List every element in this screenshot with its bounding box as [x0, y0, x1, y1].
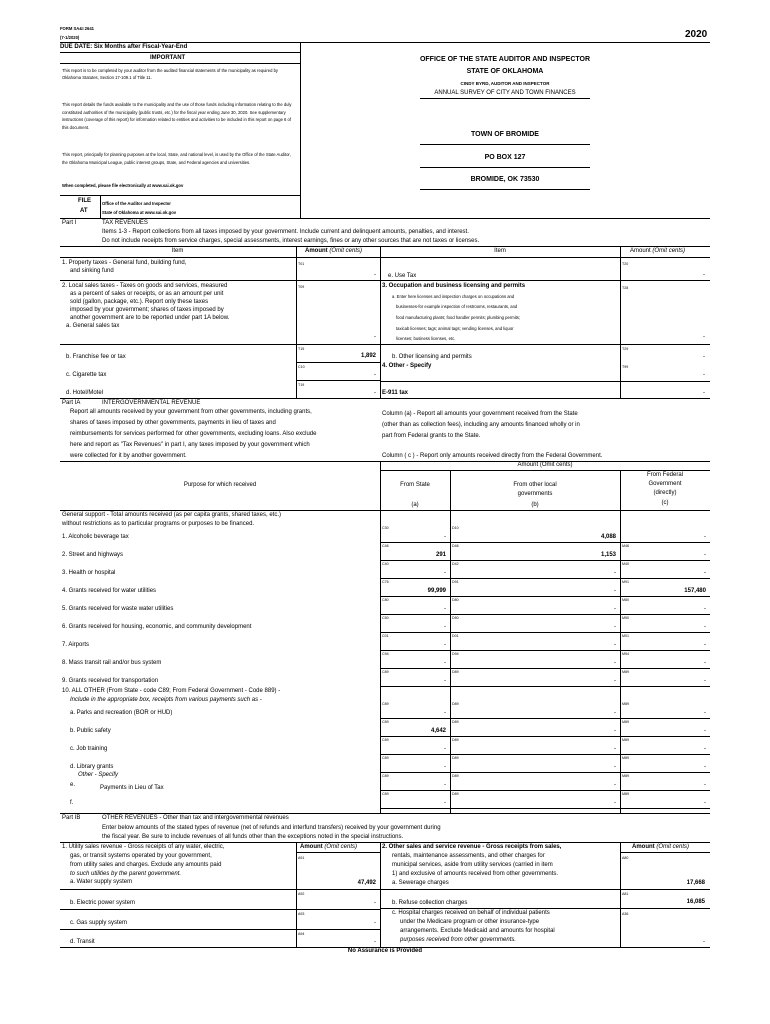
col-c-header-2: Government: [648, 481, 682, 487]
ia-row-code-a: C46: [382, 544, 389, 548]
ia-subrow-code-c: M89: [622, 720, 629, 724]
general-sales-tax-label: a. General sales tax: [66, 323, 120, 329]
col-a-letter: (a): [411, 502, 419, 508]
purpose-header: Purpose for which received: [183, 482, 257, 488]
part-ib-label: Part IB: [62, 815, 81, 821]
gas-supply-amount[interactable]: -: [374, 920, 376, 926]
ia-row-from-federal[interactable]: -: [704, 642, 706, 648]
sewerage-amount[interactable]: 17,668: [686, 880, 705, 886]
item-header-right: Item: [494, 248, 506, 254]
occupation-licensing-label: 3. Occupation and business licensing and permits: [382, 283, 526, 289]
ia-subrow-code-a: C89: [382, 702, 389, 706]
po-box: PO BOX 127: [484, 154, 526, 161]
local-sales-taxes-desc-4: another government are to be reported under part 1A below.: [70, 315, 230, 321]
general-sales-tax-amount[interactable]: -: [374, 334, 376, 340]
file-address-1: Office of the Auditor and Inspector: [102, 201, 171, 206]
cigarette-tax-amount[interactable]: -: [374, 372, 376, 378]
ia-subrow-from-local[interactable]: -: [614, 710, 616, 716]
part-ia-left-3: reimbursements for services performed for other governments, excluding loans. Also exclude: [70, 431, 317, 437]
ia-row-from-state[interactable]: -: [444, 642, 446, 648]
ia-row-code-b: D10: [452, 526, 459, 530]
ia-subrow-code-c: M89: [622, 756, 629, 760]
ia-row-from-federal[interactable]: -: [704, 624, 706, 630]
other-sales-desc-1: rentals, maintenance assessments, and other charges for: [392, 853, 545, 859]
col-b-letter: (b): [531, 502, 539, 508]
ia-subrow-label: d. Library grants: [70, 764, 114, 770]
ia-row-label: 6. Grants received for housing, economic, and community development: [62, 624, 252, 630]
code-a36: A36: [622, 912, 629, 916]
part-ia-left-1: Report all amounts received by your government from other governments, including grants,: [70, 409, 312, 415]
at-label: AT: [80, 208, 88, 214]
ia-row-code-b: D50: [452, 616, 459, 620]
ia-row-label: 1. Alcoholic beverage tax: [62, 534, 129, 540]
local-sales-taxes-label: 2. Local sales taxes - Taxes on goods and services, measured: [62, 283, 228, 289]
form-year: 2020: [685, 29, 708, 40]
form-number: FORM SA&I 2641: [60, 26, 94, 31]
ib-amount-header-left: Amount (Omit cents): [300, 844, 358, 850]
ia-subrow-from-local[interactable]: -: [614, 728, 616, 734]
state-title: STATE OF OKLAHOMA: [466, 68, 544, 75]
e911-tax-amount[interactable]: -: [703, 390, 705, 396]
refuse-collection-amount[interactable]: 16,085: [686, 899, 705, 905]
ia-subrow-from-state[interactable]: -: [444, 746, 446, 752]
water-supply-amount[interactable]: 47,492: [357, 880, 376, 886]
ia-subrow-from-federal[interactable]: -: [704, 800, 706, 806]
other-specify-ia: Other - Specify: [78, 772, 119, 778]
ia-subrow-from-federal[interactable]: -: [704, 746, 706, 752]
code-t01: T01: [298, 262, 305, 266]
electric-power-label: b. Electric power system: [70, 900, 136, 906]
col-c-header-3: (directly): [653, 490, 677, 496]
ia-subrow-label: c. Job training: [70, 746, 108, 752]
utility-sales-desc-2: from utility sales and charges. Exclude any amounts paid: [70, 862, 222, 868]
transit-label: d. Transit: [70, 939, 95, 945]
code-t99: T99: [622, 365, 629, 369]
ia-row-code-c: M40: [622, 562, 629, 566]
office-title: OFFICE OF THE STATE AUDITOR AND INSPECTOR: [419, 56, 591, 63]
code-a92: A92: [298, 892, 305, 896]
ia-subrow-code-a: C89: [382, 774, 389, 778]
other-licensing-amount[interactable]: -: [703, 354, 705, 360]
part-ia-right-3: part from Federal grants to the State.: [382, 433, 481, 439]
ia-row-code-b: D94: [452, 652, 459, 656]
hospital-charges-desc-3: purposes received from other governments.: [400, 937, 517, 943]
ia-subrow-code-a: C89: [382, 756, 389, 760]
franchise-fee-amount[interactable]: 1,892: [360, 353, 376, 359]
occupation-licensing-desc-4: taxicab licenses; tags; animal tags; vending licenses, and liquor: [396, 326, 514, 331]
ia-subrow-code-c: M89: [622, 702, 629, 706]
ia-subrow-code-b: D89: [452, 738, 459, 742]
ia-row-from-federal[interactable]: -: [704, 552, 706, 558]
ia-subrow-from-state[interactable]: 4,642: [430, 728, 446, 734]
town-name: TOWN OF BROMIDE: [471, 131, 539, 138]
other-licensing-label: b. Other licensing and permits: [392, 354, 472, 360]
part-i-label: Part I: [62, 220, 77, 226]
ia-row-from-local[interactable]: -: [614, 570, 616, 576]
ia-row-label: 7. Airports: [62, 642, 90, 648]
ia-row-from-state[interactable]: 291: [435, 552, 446, 558]
ia-row-code-b: D01: [452, 634, 459, 638]
col-a-header: From State: [400, 482, 430, 488]
ia-subrow-code-c: M89: [622, 774, 629, 778]
form-revision: (7-1/2020): [60, 35, 80, 40]
ia-row-code-a: C30: [382, 526, 389, 530]
ia-row-code-b: D91: [452, 580, 459, 584]
ia-subrow-from-state[interactable]: -: [444, 782, 446, 788]
occupation-licensing-desc-3: food manufacturing plants; food handler permits; plumbing permits;: [396, 315, 521, 320]
code-a80: A80: [622, 856, 629, 860]
sewerage-label: a. Sewerage charges: [392, 880, 449, 886]
intro-paragraph-2: This report details the funds available to the municipality and the use of those funds including information relating to the duly constituted authorities of the municipality (public trusts, etc.) for the fiscal year ending June 30, 2020. See supplementary instructions (coverage of this report) for information related to entities and activities to be included in this report on page 6 of this document.: [62, 102, 292, 130]
electric-power-amount[interactable]: -: [374, 900, 376, 906]
ia-row-from-local[interactable]: 1,153: [600, 552, 616, 558]
part-ia-amount-header: Amount (Omit cents): [517, 462, 573, 468]
ia-row-from-state[interactable]: 99,999: [427, 588, 446, 594]
other-specify-amount[interactable]: -: [703, 372, 705, 378]
code-a91: A91: [298, 856, 305, 860]
local-sales-taxes-desc-2: sold (gallon, package, etc.). Report only these taxes: [70, 299, 209, 305]
transit-amount[interactable]: -: [374, 939, 376, 945]
hotel-motel-label: d. Hotel/Motel: [66, 390, 104, 396]
use-tax-amount[interactable]: -: [703, 272, 705, 278]
ia-row-from-federal[interactable]: -: [704, 570, 706, 576]
water-supply-label: a. Water supply system: [70, 879, 133, 885]
ia-subrow-code-c: M89: [622, 792, 629, 796]
part-ia-right-1: Column (a) - Report all amounts your government received from the State: [382, 411, 578, 417]
ia-row-from-state[interactable]: -: [444, 660, 446, 666]
ia-row-code-c: M01: [622, 634, 629, 638]
ia-row-code-c: M80: [622, 598, 629, 602]
part-ia-left-5: were collected for it by another government.: [70, 453, 187, 459]
ia-row-from-state[interactable]: -: [444, 606, 446, 612]
local-sales-taxes-desc-1: as a percent of sales or receipts, or as an amount per unit: [70, 291, 224, 297]
ia-subrow-from-federal[interactable]: -: [704, 764, 706, 770]
ia-subrow-code-a: C89: [382, 792, 389, 796]
other-sales-label: 2. Other sales and service revenue - Gross receipts from sales,: [382, 844, 562, 850]
occupation-licensing-amount[interactable]: -: [703, 334, 705, 340]
other-sales-desc-2: municipal services, aside from utility services (carried in item: [392, 862, 553, 868]
ia-subrow-code-a: C89: [382, 720, 389, 724]
general-support-2: without restrictions as to particular programs or purposes to be financed.: [62, 521, 255, 527]
ia-row-label: 4. Grants received for water utilities: [62, 588, 157, 594]
ia-row-code-b: D46: [452, 544, 459, 548]
use-tax-label: e. Use Tax: [388, 273, 417, 279]
item-header: Item: [171, 248, 184, 254]
utility-sales-label: 1. Utility sales revenue - Gross receipts of any water, electric,: [62, 844, 225, 850]
ib-amount-header-right: Amount (Omit cents): [632, 844, 690, 850]
ia-row-from-state[interactable]: -: [444, 624, 446, 630]
ia-row-code-a: C01: [382, 634, 389, 638]
ia-subrow-from-state[interactable]: -: [444, 710, 446, 716]
property-taxes-label: 1. Property taxes - General fund, building fund,: [62, 260, 187, 266]
important-heading: IMPORTANT: [150, 55, 186, 61]
ia-row-from-local[interactable]: -: [614, 660, 616, 666]
ia-row-code-c: M50: [622, 616, 629, 620]
all-other-label: 10. ALL OTHER (From State - code C89; From Federal Government - Code 889) -: [62, 688, 281, 694]
ia-subrow-from-local[interactable]: -: [614, 782, 616, 788]
col-b-header-2: governments: [517, 491, 553, 497]
intro-paragraph-3: This report, principally for planning purposes at the local, State, and national level, is used by the Office of the State Auditor, the Oklahoma Municipal League, public interest groups, State, and Federal agencies and universities.: [62, 152, 291, 165]
e911-tax-label: E-911 tax: [382, 390, 409, 396]
ia-row-code-b: D42: [452, 562, 459, 566]
ia-row-label: 9. Grants received for transportation: [62, 678, 159, 684]
ia-row-from-federal[interactable]: 157,480: [684, 588, 706, 594]
col-c-header: From Federal: [646, 472, 683, 478]
due-date: DUE DATE: Six Months after Fiscal-Year-End: [60, 44, 188, 50]
code-t19: T19: [298, 383, 305, 387]
ia-row-label: 5. Grants received for waste water utilities: [62, 606, 174, 612]
code-c10: C10: [298, 365, 305, 369]
ia-row-from-local[interactable]: -: [614, 624, 616, 630]
code-a94: A94: [298, 932, 305, 936]
property-taxes-label-2: and sinking fund: [70, 268, 114, 274]
hotel-motel-amount[interactable]: -: [374, 390, 376, 396]
code-a81: A81: [622, 892, 629, 896]
hospital-charges-desc-1: under the Medicare program or other insurance-type: [400, 919, 540, 925]
amount-header-right: Amount (Omit cents): [630, 248, 686, 254]
ia-row-label: 2. Street and highways: [62, 552, 124, 558]
ia-row-from-local[interactable]: 4,088: [600, 534, 616, 540]
ia-subrow-label: b. Public safety: [70, 728, 111, 734]
ia-row-from-local[interactable]: -: [614, 678, 616, 684]
ia-subrow-code-b: D89: [452, 774, 459, 778]
ia-subrow-label: a. Parks and recreation (BOR or HUD): [70, 710, 173, 716]
ia-row-from-federal[interactable]: -: [704, 678, 706, 684]
part-ia-left-4: here and report as "Tax Revenues" in part I, any taxes imposed by your government which: [70, 442, 310, 448]
property-taxes-amount[interactable]: -: [374, 272, 376, 278]
part-ib-instruction-2: the fiscal year. Be sure to include revenues of all funds other than the exceptions noted in the special instructions.: [102, 834, 404, 840]
ia-subrow-code-c: M89: [622, 738, 629, 742]
part-ib-instruction-1: Enter below amounts of the stated types of revenue (net of refunds and interfund transfers) received by your government during: [102, 825, 441, 831]
all-other-desc: Include in the appropriate box, receipts from various payments such as -: [70, 697, 262, 703]
ia-row-from-federal[interactable]: -: [704, 660, 706, 666]
ia-row-label: 3. Health or hospital: [62, 570, 116, 576]
cigarette-tax-label: c. Cigarette tax: [66, 372, 107, 378]
utility-sales-desc-3: to such utilities by the parent government.: [70, 871, 182, 877]
ia-row-code-c: M91: [622, 580, 629, 584]
other-specify-label: 4. Other - Specify: [382, 363, 432, 369]
ia-row-code-c: M46: [622, 544, 629, 548]
code-t09: T09: [298, 285, 305, 289]
file-address-2: State of Oklahoma at www.sai.ok.gov: [102, 210, 177, 215]
local-sales-taxes-desc-3: imposed by your government; shares of taxes imposed by: [70, 307, 224, 313]
part-i-instruction-1: Items 1-3 - Report collections from all taxes imposed by your government. Include current and delinquent amounts, penalties, and interest.: [102, 229, 469, 235]
ia-subrow-code-b: D89: [452, 702, 459, 706]
ia-row-code-a: C76: [382, 580, 389, 584]
code-t15: T15: [298, 347, 305, 351]
ia-row-from-state[interactable]: -: [444, 534, 446, 540]
hospital-charges-label: c. Hospital charges received on behalf of individual patients: [392, 910, 550, 916]
ia-row-from-local[interactable]: -: [614, 606, 616, 612]
part-ib-title: OTHER REVENUES - Other than tax and intergovernmental revenues: [102, 815, 289, 821]
ia-subrow-from-state[interactable]: -: [444, 800, 446, 806]
ia-row-code-b: D89: [452, 670, 459, 674]
other-sales-desc-3: 1) and exclusive of amounts received from other governments.: [392, 871, 559, 877]
code-t20: T20: [622, 262, 629, 266]
ia-row-code-b: D80: [452, 598, 459, 602]
ia-subrow-code-b: D89: [452, 720, 459, 724]
code-a93: A93: [298, 912, 305, 916]
part-i-title: TAX REVENUES: [102, 220, 148, 226]
city-state-zip: BROMIDE, OK 73530: [470, 176, 540, 183]
payments-in-lieu-of-tax: Payments in Lieu of Tax: [100, 785, 164, 791]
ia-row-from-federal[interactable]: -: [704, 606, 706, 612]
ia-subrow-label: e.: [70, 782, 76, 788]
ia-subrow-from-federal[interactable]: -: [704, 710, 706, 716]
utility-sales-desc-1: gas, or transit systems operated by your government,: [70, 853, 212, 859]
ia-row-code-a: C40: [382, 562, 389, 566]
general-support-1: General support - Total amounts received (as per capita grants, shared taxes, etc.): [62, 512, 281, 518]
ia-subrow-from-federal[interactable]: -: [704, 782, 706, 788]
ia-subrow-label: f.: [70, 800, 74, 806]
ia-subrow-code-a: C89: [382, 738, 389, 742]
hospital-charges-amount[interactable]: -: [703, 939, 705, 945]
occupation-licensing-desc-2: businesses-for example inspection of restrooms, restaurants, and: [396, 304, 518, 309]
file-electronically-note: When completed, please file electronically at www.sai.ok.gov: [62, 183, 184, 188]
gas-supply-label: c. Gas supply system: [70, 920, 128, 926]
ia-subrow-from-local[interactable]: -: [614, 800, 616, 806]
ia-row-code-c: M89: [622, 670, 629, 674]
part-i-instruction-2: Do not include receipts from service charges, special assessments, interest earnings, fines or any other sources that are not taxes or licenses.: [102, 238, 480, 244]
code-t29: T29: [622, 347, 629, 351]
ia-row-from-local[interactable]: -: [614, 588, 616, 594]
col-b-header: From other local: [513, 482, 557, 488]
footer-disclaimer: No Assurance is Provided: [347, 948, 423, 954]
ia-row-label: 8. Mass transit rail and/or bus system: [62, 660, 162, 666]
hospital-charges-desc-2: arrangements. Exclude Medicaid and amounts for hospital: [400, 928, 555, 934]
ia-subrow-code-b: D89: [452, 792, 459, 796]
intro-paragraph-1: This report is to be completed by your auditor from the audited financial statements of the municipality as required by Oklahoma Statutes, Section 17-109.1 of Title 11.: [62, 68, 278, 80]
ia-subrow-from-local[interactable]: -: [614, 746, 616, 752]
col-c-letter: (c): [661, 500, 669, 506]
occupation-licensing-desc-5: licenses; business licenses, etc.: [396, 336, 456, 341]
ia-row-from-federal[interactable]: -: [704, 534, 706, 540]
part-ia-right-2: (other than as collection fees), including any amounts financed wholly or in: [382, 422, 580, 428]
file-label: FILE: [78, 198, 91, 204]
occupation-licensing-desc-1: a. Enter here licenses and inspection charges on occupations and: [392, 294, 515, 299]
part-ia-right-4: Column ( c ) - Report only amounts received directly from the Federal Government.: [382, 453, 603, 459]
franchise-fee-label: b. Franchise fee or tax: [66, 354, 126, 360]
ia-subrow-from-state[interactable]: -: [444, 764, 446, 770]
ia-row-code-c: M94: [622, 652, 629, 656]
ia-subrow-code-b: D89: [452, 756, 459, 760]
part-ia-title: INTERGOVERNMENTAL REVENUE: [102, 400, 201, 406]
ia-row-code-a: C50: [382, 616, 389, 620]
ia-row-code-a: C89: [382, 670, 389, 674]
amount-header: Amount (Omit cents): [305, 248, 363, 254]
part-ia-left-2: shares of taxes imposed by other governments, payments in lieu of taxes and: [70, 420, 276, 426]
ia-row-from-state[interactable]: -: [444, 570, 446, 576]
refuse-collection-label: b. Refuse collection charges: [392, 900, 468, 906]
ia-row-code-a: C94: [382, 652, 389, 656]
ia-row-code-a: C80: [382, 598, 389, 602]
survey-title: ANNUAL SURVEY OF CITY AND TOWN FINANCES: [434, 90, 576, 96]
ia-subrow-from-local[interactable]: -: [614, 764, 616, 770]
ia-row-from-local[interactable]: -: [614, 642, 616, 648]
ia-row-from-state[interactable]: -: [444, 678, 446, 684]
part-ia-label: Part IA: [62, 400, 81, 406]
auditor-name: CINDY BYRD, AUDITOR AND INSPECTOR: [460, 81, 550, 86]
code-t28: T28: [622, 286, 629, 290]
ia-subrow-from-federal[interactable]: -: [704, 728, 706, 734]
